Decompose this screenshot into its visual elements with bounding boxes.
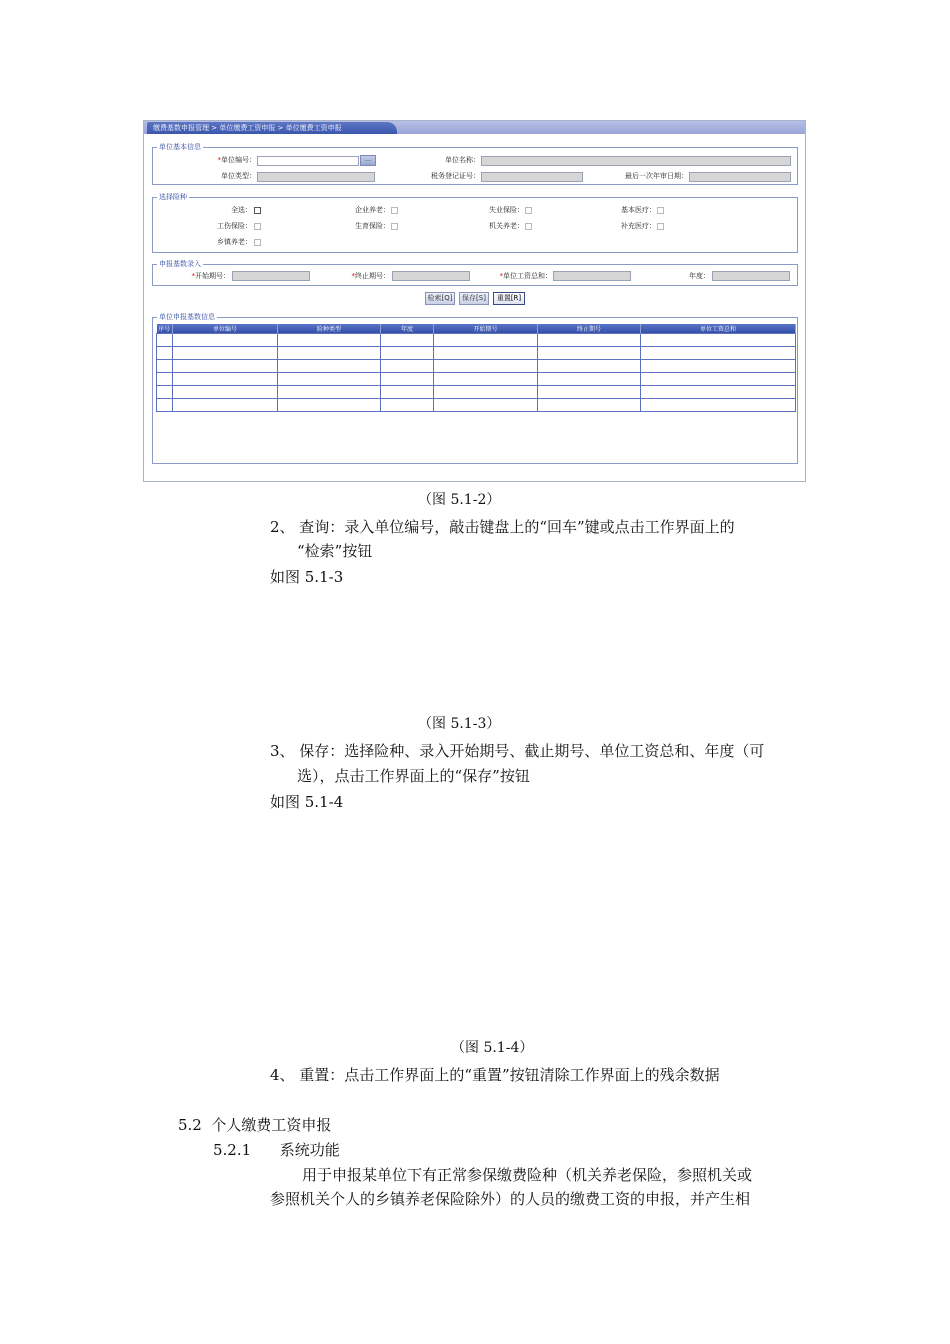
agency-pension-checkbox[interactable] <box>525 223 532 230</box>
select-all-checkbox[interactable] <box>254 207 261 214</box>
step4-line1: 4、 重置：点击工作界面上的“重置”按钮清除工作界面上的残余数据 <box>270 1066 720 1084</box>
enterprise-pension-label: 企业养老： <box>355 206 390 214</box>
table-header-row <box>157 324 796 334</box>
unit-wage-input[interactable] <box>553 271 631 281</box>
unit-wage-label: *单位工资总和： <box>499 272 552 280</box>
start-period-label: *开始期号： <box>191 272 230 280</box>
basic-medical-checkbox[interactable] <box>657 207 664 214</box>
last-audit-field <box>689 172 791 182</box>
unit-name-field <box>481 156 791 166</box>
figure-screenshot <box>143 120 806 482</box>
section-title: 个人缴费工资申报 <box>211 1116 332 1134</box>
maternity-checkbox[interactable] <box>391 223 398 230</box>
township-pension-checkbox[interactable] <box>254 239 261 246</box>
caption-fig-5-1-4: （图 5.1-4） <box>451 1040 534 1056</box>
unit-type-label: 单位类型： <box>221 172 256 180</box>
table-row[interactable] <box>157 399 796 412</box>
enterprise-pension-checkbox[interactable] <box>391 207 398 214</box>
section-heading <box>178 1113 331 1137</box>
save-button[interactable]: 保存[S] <box>459 292 489 305</box>
end-period-label: *终止期号： <box>351 272 390 280</box>
section-number: 5.2 <box>178 1116 202 1134</box>
col-header-unit-code[interactable]: 单位编号 <box>173 324 278 334</box>
tax-reg-field <box>481 172 583 182</box>
body-line2: 参照机关个人的乡镇养老保险除外）的人员的缴费工资的申报，并产生相 <box>270 1190 751 1208</box>
start-period-input[interactable] <box>232 271 310 281</box>
subsection-number: 5.2.1 <box>213 1141 252 1159</box>
col-header-end-period[interactable]: 终止期号 <box>538 324 641 334</box>
browse-button[interactable]: … <box>360 155 376 166</box>
unemployment-checkbox[interactable] <box>525 207 532 214</box>
township-pension-label: 乡镇养老： <box>217 238 252 246</box>
table-row[interactable] <box>157 373 796 386</box>
step2-see-figure: 如图 5.1-3 <box>270 568 344 586</box>
window-title-bar <box>144 121 805 134</box>
basic-info-legend: 单位基本信息 <box>159 143 201 151</box>
subsection-heading <box>213 1138 340 1162</box>
step2-line1: 2、 查询：录入单位编号，敲击键盘上的“回车”键或点击工作界面上的 <box>270 518 735 536</box>
col-header-start-period[interactable]: 开始期号 <box>434 324 538 334</box>
step3-see-figure: 如图 5.1-4 <box>270 793 344 811</box>
tax-reg-label: 税务登记证号： <box>431 172 480 180</box>
insurance-legend: 选择险种 <box>159 193 187 201</box>
table-legend: 单位申报基数信息 <box>159 313 215 321</box>
col-header-year[interactable]: 年度 <box>381 324 434 334</box>
year-label: 年度： <box>689 272 710 280</box>
col-header-index[interactable]: 序号 <box>157 324 173 334</box>
caption-fig-5-1-2: （图 5.1-2） <box>418 492 501 508</box>
maternity-label: 生育保险： <box>355 222 390 230</box>
last-audit-label: 最后一次年审日期： <box>625 172 688 180</box>
declare-info-table <box>156 324 796 412</box>
step3-line2: 选），点击工作界面上的“保存”按钮 <box>297 767 530 785</box>
table-row[interactable] <box>157 386 796 399</box>
unit-code-label: *单位编号： <box>217 156 256 164</box>
work-injury-label: 工伤保险： <box>217 222 252 230</box>
body-line1: 用于申报某单位下有正常参保缴费险种（机关养老保险，参照机关或 <box>302 1166 753 1184</box>
work-injury-checkbox[interactable] <box>254 223 261 230</box>
table-row[interactable] <box>157 360 796 373</box>
step2-line2: “检索”按钮 <box>297 542 373 560</box>
reset-button[interactable]: 重置[R] <box>493 292 525 305</box>
caption-fig-5-1-3: （图 5.1-3） <box>418 716 501 732</box>
subsection-title: 系统功能 <box>279 1141 340 1159</box>
declare-legend: 申报基数录入 <box>159 260 201 268</box>
supplementary-medical-checkbox[interactable] <box>657 223 664 230</box>
col-header-unit-wage[interactable]: 单位工资总和 <box>641 324 796 334</box>
agency-pension-label: 机关养老： <box>489 222 524 230</box>
select-all-label: 全选： <box>231 206 252 214</box>
end-period-input[interactable] <box>392 271 470 281</box>
breadcrumb: 缴费基数申报管理 > 单位缴费工资申报 > 单位缴费工资申报 <box>147 122 397 134</box>
unit-code-input[interactable] <box>257 156 359 166</box>
query-button[interactable]: 检索[Q] <box>425 292 455 305</box>
table-row[interactable] <box>157 347 796 360</box>
unemployment-label: 失业保险： <box>489 206 524 214</box>
basic-medical-label: 基本医疗： <box>621 206 656 214</box>
unit-type-field <box>257 172 375 182</box>
year-input[interactable] <box>712 271 790 281</box>
table-row[interactable] <box>157 334 796 347</box>
col-header-insurance-type[interactable]: 险种类型 <box>278 324 381 334</box>
supplementary-medical-label: 补充医疗： <box>621 222 656 230</box>
unit-name-label: 单位名称： <box>445 156 480 164</box>
step3-line1: 3、 保存：选择险种、录入开始期号、截止期号、单位工资总和、年度（可 <box>270 742 765 760</box>
